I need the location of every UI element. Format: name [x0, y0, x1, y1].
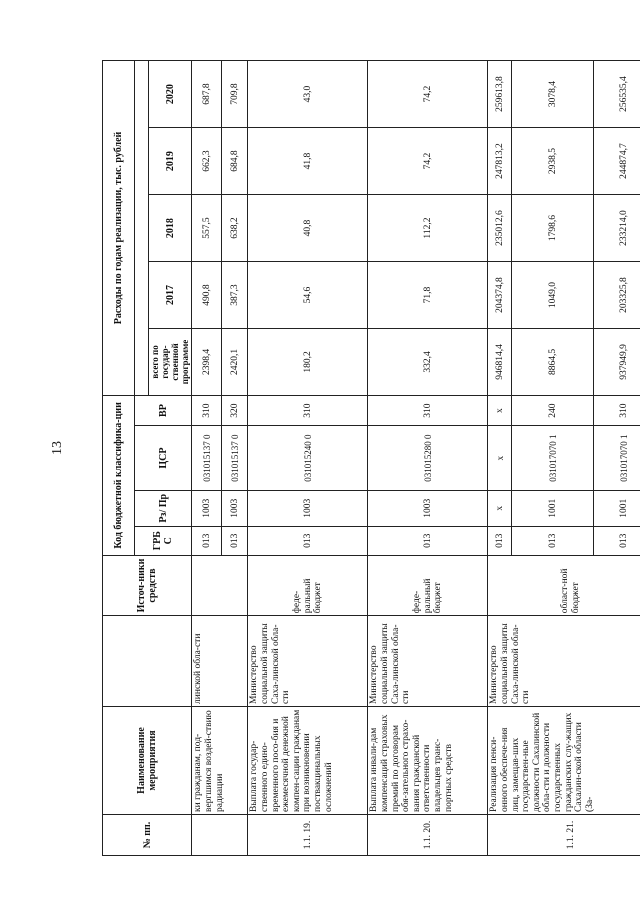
vr-cell: 320: [222, 395, 248, 425]
total-cell: 332,4: [368, 328, 488, 395]
header-no: № пп.: [103, 814, 192, 855]
y2020-cell: 74,2: [368, 61, 488, 128]
y2020-cell: 259613,8: [488, 61, 512, 128]
csr-cell: 031015137 0: [222, 426, 248, 491]
header-source: Источ-ники средств: [103, 555, 192, 615]
funding-source: област-ной бюджет: [488, 555, 640, 615]
y2020-cell: 256535,4: [594, 61, 640, 128]
header-2020: 2020: [149, 61, 192, 128]
header-spacer: [135, 61, 149, 396]
y2019-cell: 41,8: [248, 128, 368, 195]
y2018-cell: 1798,6: [512, 195, 594, 262]
executor: Министерство социальной защиты Саха-линской обла-сти: [488, 616, 640, 707]
measure-name: ки гражданам, под-вергшимся воздей-ствию радиации: [192, 706, 248, 814]
header-vr: ВР: [135, 395, 192, 425]
y2019-cell: 684,8: [222, 128, 248, 195]
grbs-cell: 013: [488, 526, 512, 555]
header-budget-code: Код бюджетной классифика-ции: [103, 395, 135, 555]
header-2019: 2019: [149, 128, 192, 195]
table-row: [192, 61, 222, 856]
total-cell: 2398,4: [192, 328, 222, 395]
funding-source: феде-ральный бюджет: [368, 555, 488, 615]
measure-name: Выплата инвали-дам компенсаций страховых премий по договорам обя-зательного страхо-вания гражданской ответственности владельцев транс-портных средств: [368, 706, 488, 814]
csr-cell: 031017070 1: [594, 426, 640, 491]
grbs-cell: 013: [368, 526, 488, 555]
vr-cell: 240: [512, 395, 594, 425]
y2017-cell: 1049,0: [512, 262, 594, 329]
vr-cell: х: [488, 395, 512, 425]
y2017-cell: 54,6: [248, 262, 368, 329]
csr-cell: х: [488, 426, 512, 491]
row-number: 1.1. 21.: [488, 814, 640, 855]
y2019-cell: 74,2: [368, 128, 488, 195]
y2019-cell: 244874,7: [594, 128, 640, 195]
rzpr-cell: х: [488, 490, 512, 526]
funding-source: [192, 555, 248, 615]
csr-cell: 031015137 0: [192, 426, 222, 491]
rotated-table-container: [102, 60, 629, 856]
y2019-cell: 662,3: [192, 128, 222, 195]
y2018-cell: 557,5: [192, 195, 222, 262]
y2017-cell: 490,8: [192, 262, 222, 329]
grbs-cell: 013: [192, 526, 222, 555]
row-number: [192, 814, 248, 855]
total-cell: 946814,4: [488, 328, 512, 395]
y2020-cell: 3078,4: [512, 61, 594, 128]
vr-cell: 310: [368, 395, 488, 425]
y2018-cell: 112,2: [368, 195, 488, 262]
rzpr-cell: 1003: [222, 490, 248, 526]
y2017-cell: 203325,8: [594, 262, 640, 329]
table-row: [248, 61, 368, 856]
header-name: Наименование мероприятия: [103, 706, 192, 814]
header-expenses: Расходы по годам реализации, тыс. рублей: [103, 61, 135, 396]
header-csr: ЦСР: [135, 426, 192, 491]
vr-cell: 310: [594, 395, 640, 425]
executor: Министерство социальной защиты Саха-линской обла-сти: [248, 616, 368, 707]
y2018-cell: 40,8: [248, 195, 368, 262]
y2019-cell: 2938,5: [512, 128, 594, 195]
y2019-cell: 247813,2: [488, 128, 512, 195]
csr-cell: 031017070 1: [512, 426, 594, 491]
total-cell: 937949,9: [594, 328, 640, 395]
executor: Министерство социальной защиты Саха-линской обла-сти: [368, 616, 488, 707]
csr-cell: 031015280 0: [368, 426, 488, 491]
row-number: 1.1. 20.: [368, 814, 488, 855]
y2020-cell: 709,8: [222, 61, 248, 128]
header-2017: 2017: [149, 262, 192, 329]
header-total: всего по государ-ственной программе: [149, 328, 192, 395]
header-2018: 2018: [149, 195, 192, 262]
rzpr-cell: 1001: [594, 490, 640, 526]
rzpr-cell: 1003: [368, 490, 488, 526]
y2020-cell: 43,0: [248, 61, 368, 128]
grbs-cell: 013: [512, 526, 594, 555]
total-cell: 8864,5: [512, 328, 594, 395]
funding-source: феде-ральный бюджет: [248, 555, 368, 615]
y2017-cell: 387,3: [222, 262, 248, 329]
expenses-table: [102, 60, 640, 856]
rzpr-cell: 1003: [192, 490, 222, 526]
total-cell: 180,2: [248, 328, 368, 395]
measure-name: Выплата государ-ственного едино-временного посо-бия и ежемесячной денежной компен-сации гражданам при возникновении поствакцинальных осложнений: [248, 706, 368, 814]
row-number: 1.1. 19.: [248, 814, 368, 855]
executor: линской обла-сти: [192, 616, 248, 707]
total-cell: 2420,1: [222, 328, 248, 395]
y2018-cell: 233214,0: [594, 195, 640, 262]
y2017-cell: 204374,8: [488, 262, 512, 329]
y2018-cell: 235012,6: [488, 195, 512, 262]
rzpr-cell: 1001: [512, 490, 594, 526]
page-number: 13: [50, 441, 65, 455]
vr-cell: 310: [192, 395, 222, 425]
table-row: [368, 61, 488, 856]
header-rzpr: Рз/ Пр: [135, 490, 192, 526]
y2018-cell: 638,2: [222, 195, 248, 262]
table-row: [488, 61, 512, 856]
header-executor: [103, 616, 192, 707]
grbs-cell: 013: [594, 526, 640, 555]
measure-name: Реализация пенси-онного обеспече-ния лиц, замещав-ших государствен-ные должности Сахалинской обла-сти и должности государственных гражданских слу-жащих Сахалин-ской области (За-: [488, 706, 640, 814]
y2020-cell: 687,8: [192, 61, 222, 128]
vr-cell: 310: [248, 395, 368, 425]
grbs-cell: 013: [222, 526, 248, 555]
csr-cell: 031015240 0: [248, 426, 368, 491]
y2017-cell: 71,8: [368, 262, 488, 329]
grbs-cell: 013: [248, 526, 368, 555]
rzpr-cell: 1003: [248, 490, 368, 526]
header-grbs: ГРБ С: [135, 526, 192, 555]
